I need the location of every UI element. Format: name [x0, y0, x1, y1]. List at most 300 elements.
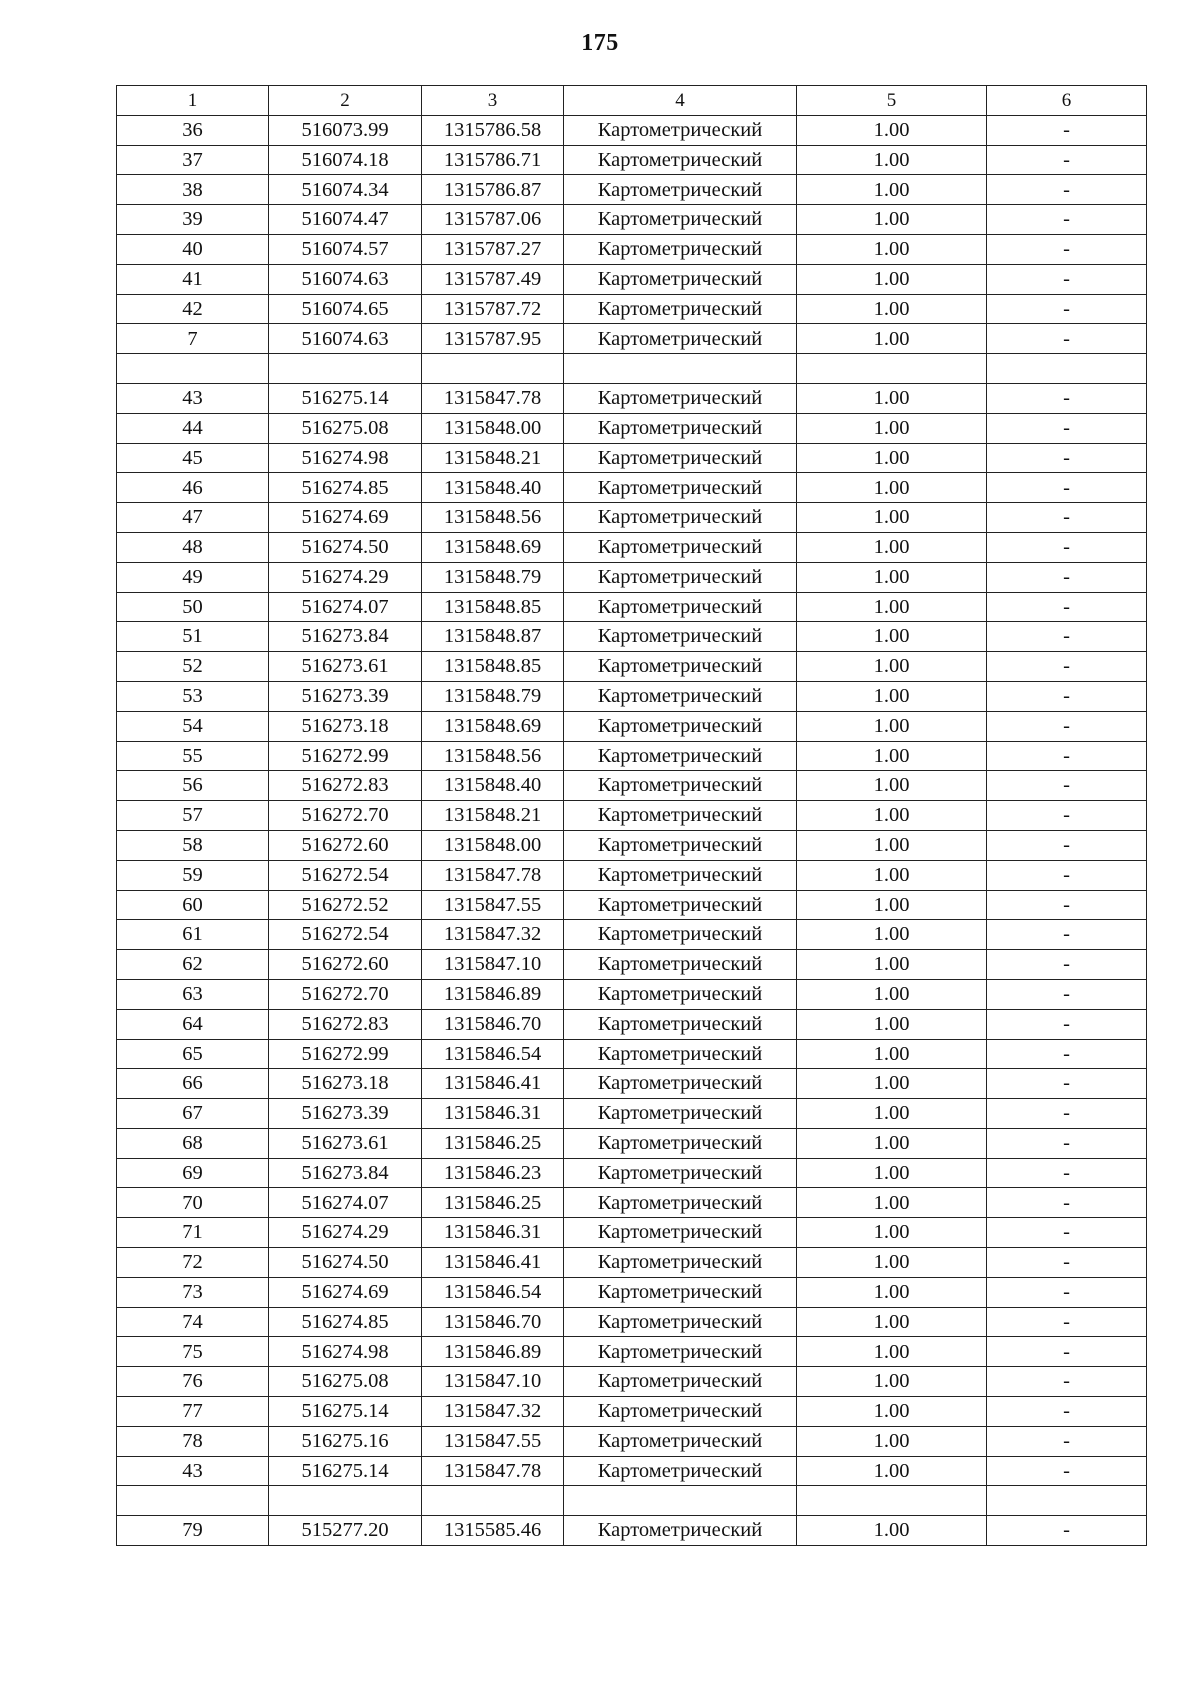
description-cell: -	[987, 711, 1147, 741]
y-coordinate-cell: 1315846.25	[422, 1128, 564, 1158]
table-row	[117, 1307, 1147, 1337]
y-coordinate-cell: 1315848.69	[422, 711, 564, 741]
y-coordinate-cell: 1315848.56	[422, 503, 564, 533]
point-number-cell: 40	[117, 234, 269, 264]
method-cell: Картометрический	[564, 622, 797, 652]
method-cell: Картометрический	[564, 1099, 797, 1129]
accuracy-cell	[797, 354, 987, 384]
description-cell: -	[987, 1158, 1147, 1188]
table-row	[117, 860, 1147, 890]
x-coordinate-cell: 516275.08	[269, 413, 422, 443]
y-coordinate-cell: 1315787.49	[422, 264, 564, 294]
y-coordinate-cell: 1315846.54	[422, 1039, 564, 1069]
x-coordinate-cell: 516273.84	[269, 622, 422, 652]
point-number-cell: 56	[117, 771, 269, 801]
method-cell: Картометрический	[564, 1277, 797, 1307]
accuracy-cell: 1.00	[797, 443, 987, 473]
accuracy-cell: 1.00	[797, 383, 987, 413]
separator-row	[117, 354, 1147, 384]
accuracy-cell: 1.00	[797, 1307, 987, 1337]
y-coordinate-cell: 1315847.55	[422, 1426, 564, 1456]
description-cell: -	[987, 652, 1147, 682]
description-cell: -	[987, 622, 1147, 652]
method-cell: Картометрический	[564, 1009, 797, 1039]
y-coordinate-cell: 1315848.69	[422, 532, 564, 562]
table-row	[117, 1367, 1147, 1397]
y-coordinate-cell: 1315848.40	[422, 473, 564, 503]
y-coordinate-cell: 1315846.25	[422, 1188, 564, 1218]
x-coordinate-cell: 516275.08	[269, 1367, 422, 1397]
header-cell-4: 4	[564, 86, 797, 116]
accuracy-cell: 1.00	[797, 1277, 987, 1307]
accuracy-cell: 1.00	[797, 771, 987, 801]
accuracy-cell: 1.00	[797, 830, 987, 860]
accuracy-cell: 1.00	[797, 1367, 987, 1397]
description-cell: -	[987, 234, 1147, 264]
accuracy-cell: 1.00	[797, 503, 987, 533]
table-row	[117, 1426, 1147, 1456]
accuracy-cell: 1.00	[797, 622, 987, 652]
y-coordinate-cell: 1315848.87	[422, 622, 564, 652]
x-coordinate-cell: 516272.54	[269, 920, 422, 950]
description-cell: -	[987, 175, 1147, 205]
method-cell: Картометрический	[564, 1039, 797, 1069]
x-coordinate-cell: 516273.39	[269, 681, 422, 711]
method-cell: Картометрический	[564, 562, 797, 592]
point-number-cell: 55	[117, 741, 269, 771]
point-number-cell: 48	[117, 532, 269, 562]
table-row	[117, 1456, 1147, 1486]
y-coordinate-cell: 1315846.89	[422, 1337, 564, 1367]
accuracy-cell: 1.00	[797, 1039, 987, 1069]
description-cell: -	[987, 532, 1147, 562]
description-cell: -	[987, 115, 1147, 145]
description-cell: -	[987, 324, 1147, 354]
description-cell: -	[987, 1128, 1147, 1158]
method-cell: Картометрический	[564, 1128, 797, 1158]
accuracy-cell: 1.00	[797, 801, 987, 831]
table-row	[117, 622, 1147, 652]
point-number-cell: 39	[117, 205, 269, 235]
x-coordinate-cell: 516275.14	[269, 383, 422, 413]
method-cell: Картометрический	[564, 890, 797, 920]
method-cell: Картометрический	[564, 681, 797, 711]
description-cell: -	[987, 1009, 1147, 1039]
y-coordinate-cell: 1315848.21	[422, 801, 564, 831]
accuracy-cell: 1.00	[797, 562, 987, 592]
method-cell: Картометрический	[564, 1069, 797, 1099]
point-number-cell: 77	[117, 1397, 269, 1427]
table-row	[117, 443, 1147, 473]
method-cell: Картометрический	[564, 1456, 797, 1486]
table-body	[117, 115, 1147, 1545]
x-coordinate-cell: 516274.98	[269, 1337, 422, 1367]
header-cell-1: 1	[117, 86, 269, 116]
method-cell: Картометрический	[564, 324, 797, 354]
x-coordinate-cell: 516272.54	[269, 860, 422, 890]
table-row	[117, 771, 1147, 801]
accuracy-cell: 1.00	[797, 950, 987, 980]
accuracy-cell: 1.00	[797, 920, 987, 950]
point-number-cell: 76	[117, 1367, 269, 1397]
method-cell: Картометрический	[564, 830, 797, 860]
table-row	[117, 473, 1147, 503]
method-cell: Картометрический	[564, 741, 797, 771]
x-coordinate-cell: 516274.85	[269, 473, 422, 503]
accuracy-cell: 1.00	[797, 1248, 987, 1278]
accuracy-cell: 1.00	[797, 324, 987, 354]
description-cell: -	[987, 264, 1147, 294]
accuracy-cell: 1.00	[797, 175, 987, 205]
description-cell: -	[987, 1516, 1147, 1546]
x-coordinate-cell: 516074.18	[269, 145, 422, 175]
y-coordinate-cell: 1315846.41	[422, 1248, 564, 1278]
table-row	[117, 950, 1147, 980]
method-cell: Картометрический	[564, 205, 797, 235]
point-number-cell: 47	[117, 503, 269, 533]
point-number-cell	[117, 354, 269, 384]
x-coordinate-cell: 516272.52	[269, 890, 422, 920]
accuracy-cell: 1.00	[797, 1516, 987, 1546]
table-row	[117, 1158, 1147, 1188]
y-coordinate-cell: 1315787.95	[422, 324, 564, 354]
y-coordinate-cell: 1315787.06	[422, 205, 564, 235]
x-coordinate-cell: 516074.63	[269, 264, 422, 294]
y-coordinate-cell: 1315585.46	[422, 1516, 564, 1546]
header-cell-6: 6	[987, 86, 1147, 116]
x-coordinate-cell: 516273.39	[269, 1099, 422, 1129]
method-cell: Картометрический	[564, 264, 797, 294]
description-cell: -	[987, 1426, 1147, 1456]
accuracy-cell: 1.00	[797, 145, 987, 175]
point-number-cell: 46	[117, 473, 269, 503]
description-cell: -	[987, 443, 1147, 473]
x-coordinate-cell: 516273.61	[269, 652, 422, 682]
point-number-cell: 43	[117, 383, 269, 413]
table-row	[117, 1128, 1147, 1158]
description-cell: -	[987, 860, 1147, 890]
table-row	[117, 145, 1147, 175]
table-row	[117, 1009, 1147, 1039]
table-row	[117, 1397, 1147, 1427]
point-number-cell: 62	[117, 950, 269, 980]
table-row	[117, 1218, 1147, 1248]
point-number-cell: 58	[117, 830, 269, 860]
y-coordinate-cell: 1315786.58	[422, 115, 564, 145]
point-number-cell: 37	[117, 145, 269, 175]
point-number-cell: 68	[117, 1128, 269, 1158]
accuracy-cell: 1.00	[797, 1337, 987, 1367]
x-coordinate-cell: 516272.60	[269, 950, 422, 980]
accuracy-cell: 1.00	[797, 741, 987, 771]
description-cell: -	[987, 950, 1147, 980]
x-coordinate-cell: 516273.84	[269, 1158, 422, 1188]
method-cell: Картометрический	[564, 294, 797, 324]
description-cell: -	[987, 1069, 1147, 1099]
point-number-cell: 52	[117, 652, 269, 682]
point-number-cell: 57	[117, 801, 269, 831]
x-coordinate-cell: 516074.65	[269, 294, 422, 324]
accuracy-cell	[797, 1486, 987, 1516]
description-cell	[987, 354, 1147, 384]
accuracy-cell: 1.00	[797, 1188, 987, 1218]
method-cell: Картометрический	[564, 1218, 797, 1248]
accuracy-cell: 1.00	[797, 234, 987, 264]
accuracy-cell: 1.00	[797, 1128, 987, 1158]
method-cell: Картометрический	[564, 234, 797, 264]
table-row	[117, 503, 1147, 533]
x-coordinate-cell: 516074.63	[269, 324, 422, 354]
point-number-cell: 64	[117, 1009, 269, 1039]
method-cell: Картометрический	[564, 771, 797, 801]
point-number-cell: 70	[117, 1188, 269, 1218]
description-cell: -	[987, 920, 1147, 950]
table-row	[117, 1099, 1147, 1129]
table-row	[117, 1069, 1147, 1099]
y-coordinate-cell: 1315848.21	[422, 443, 564, 473]
y-coordinate-cell: 1315786.87	[422, 175, 564, 205]
y-coordinate-cell: 1315848.40	[422, 771, 564, 801]
description-cell: -	[987, 503, 1147, 533]
accuracy-cell: 1.00	[797, 652, 987, 682]
method-cell: Картометрический	[564, 950, 797, 980]
y-coordinate-cell: 1315846.70	[422, 1009, 564, 1039]
method-cell: Картометрический	[564, 503, 797, 533]
description-cell: -	[987, 562, 1147, 592]
y-coordinate-cell: 1315847.78	[422, 383, 564, 413]
method-cell: Картометрический	[564, 1516, 797, 1546]
point-number-cell: 42	[117, 294, 269, 324]
table-row	[117, 205, 1147, 235]
table-header	[117, 86, 1147, 116]
method-cell: Картометрический	[564, 115, 797, 145]
page-number: 175	[581, 30, 619, 56]
accuracy-cell: 1.00	[797, 1099, 987, 1129]
accuracy-cell: 1.00	[797, 115, 987, 145]
description-cell: -	[987, 830, 1147, 860]
table-row	[117, 175, 1147, 205]
method-cell: Картометрический	[564, 1367, 797, 1397]
x-coordinate-cell: 516273.18	[269, 1069, 422, 1099]
point-number-cell: 59	[117, 860, 269, 890]
table-row	[117, 711, 1147, 741]
accuracy-cell: 1.00	[797, 205, 987, 235]
description-cell: -	[987, 1248, 1147, 1278]
accuracy-cell: 1.00	[797, 532, 987, 562]
table-row	[117, 234, 1147, 264]
method-cell: Картометрический	[564, 979, 797, 1009]
point-number-cell: 71	[117, 1218, 269, 1248]
table-row	[117, 383, 1147, 413]
method-cell: Картометрический	[564, 383, 797, 413]
point-number-cell: 66	[117, 1069, 269, 1099]
x-coordinate-cell: 516073.99	[269, 115, 422, 145]
method-cell: Картометрический	[564, 860, 797, 890]
table-row	[117, 1337, 1147, 1367]
x-coordinate-cell: 516273.18	[269, 711, 422, 741]
x-coordinate-cell: 516272.70	[269, 801, 422, 831]
point-number-cell: 61	[117, 920, 269, 950]
description-cell: -	[987, 1039, 1147, 1069]
method-cell: Картометрический	[564, 175, 797, 205]
table-row	[117, 1248, 1147, 1278]
point-number-cell: 73	[117, 1277, 269, 1307]
point-number-cell: 72	[117, 1248, 269, 1278]
accuracy-cell: 1.00	[797, 1218, 987, 1248]
point-number-cell: 44	[117, 413, 269, 443]
point-number-cell: 7	[117, 324, 269, 354]
y-coordinate-cell: 1315846.23	[422, 1158, 564, 1188]
x-coordinate-cell: 516272.83	[269, 771, 422, 801]
accuracy-cell: 1.00	[797, 681, 987, 711]
description-cell: -	[987, 1397, 1147, 1427]
y-coordinate-cell: 1315847.32	[422, 920, 564, 950]
method-cell: Картометрический	[564, 1397, 797, 1427]
coordinates-table	[116, 85, 1147, 1546]
method-cell: Картометрический	[564, 1337, 797, 1367]
table-row	[117, 324, 1147, 354]
y-coordinate-cell: 1315848.79	[422, 681, 564, 711]
x-coordinate-cell: 516272.60	[269, 830, 422, 860]
y-coordinate-cell: 1315787.72	[422, 294, 564, 324]
method-cell	[564, 1486, 797, 1516]
header-cell-2: 2	[269, 86, 422, 116]
accuracy-cell: 1.00	[797, 1158, 987, 1188]
point-number-cell: 65	[117, 1039, 269, 1069]
method-cell: Картометрический	[564, 532, 797, 562]
y-coordinate-cell	[422, 1486, 564, 1516]
point-number-cell: 54	[117, 711, 269, 741]
table-row	[117, 115, 1147, 145]
x-coordinate-cell: 516274.29	[269, 562, 422, 592]
table-row	[117, 1516, 1147, 1546]
description-cell: -	[987, 1307, 1147, 1337]
x-coordinate-cell	[269, 354, 422, 384]
x-coordinate-cell: 516272.70	[269, 979, 422, 1009]
description-cell: -	[987, 1099, 1147, 1129]
description-cell: -	[987, 801, 1147, 831]
y-coordinate-cell: 1315846.54	[422, 1277, 564, 1307]
method-cell: Картометрический	[564, 1426, 797, 1456]
y-coordinate-cell: 1315846.31	[422, 1099, 564, 1129]
point-number-cell: 51	[117, 622, 269, 652]
method-cell	[564, 354, 797, 384]
method-cell: Картометрический	[564, 413, 797, 443]
table-row	[117, 830, 1147, 860]
table-row	[117, 979, 1147, 1009]
x-coordinate-cell: 516274.98	[269, 443, 422, 473]
method-cell: Картометрический	[564, 443, 797, 473]
point-number-cell: 63	[117, 979, 269, 1009]
description-cell: -	[987, 1277, 1147, 1307]
description-cell: -	[987, 145, 1147, 175]
table-row	[117, 890, 1147, 920]
y-coordinate-cell: 1315846.31	[422, 1218, 564, 1248]
table-row	[117, 413, 1147, 443]
accuracy-cell: 1.00	[797, 1009, 987, 1039]
y-coordinate-cell: 1315847.32	[422, 1397, 564, 1427]
x-coordinate-cell: 516274.50	[269, 1248, 422, 1278]
method-cell: Картометрический	[564, 1307, 797, 1337]
table-row	[117, 652, 1147, 682]
table-row	[117, 532, 1147, 562]
x-coordinate-cell: 516074.47	[269, 205, 422, 235]
x-coordinate-cell: 516274.29	[269, 1218, 422, 1248]
description-cell: -	[987, 741, 1147, 771]
point-number-cell: 50	[117, 592, 269, 622]
point-number-cell: 74	[117, 1307, 269, 1337]
y-coordinate-cell: 1315787.27	[422, 234, 564, 264]
table-row	[117, 801, 1147, 831]
x-coordinate-cell: 516275.16	[269, 1426, 422, 1456]
method-cell: Картометрический	[564, 711, 797, 741]
y-coordinate-cell	[422, 354, 564, 384]
point-number-cell	[117, 1486, 269, 1516]
accuracy-cell: 1.00	[797, 264, 987, 294]
table-row	[117, 592, 1147, 622]
point-number-cell: 38	[117, 175, 269, 205]
description-cell: -	[987, 294, 1147, 324]
table-row	[117, 741, 1147, 771]
table-row	[117, 1039, 1147, 1069]
table-row	[117, 920, 1147, 950]
table-row	[117, 562, 1147, 592]
point-number-cell: 69	[117, 1158, 269, 1188]
y-coordinate-cell: 1315848.85	[422, 592, 564, 622]
header-cell-5: 5	[797, 86, 987, 116]
x-coordinate-cell: 516272.99	[269, 741, 422, 771]
point-number-cell: 60	[117, 890, 269, 920]
header-cell-3: 3	[422, 86, 564, 116]
description-cell: -	[987, 1188, 1147, 1218]
description-cell: -	[987, 890, 1147, 920]
description-cell: -	[987, 413, 1147, 443]
table-row	[117, 681, 1147, 711]
x-coordinate-cell: 515277.20	[269, 1516, 422, 1546]
x-coordinate-cell: 516274.85	[269, 1307, 422, 1337]
x-coordinate-cell: 516074.57	[269, 234, 422, 264]
y-coordinate-cell: 1315848.79	[422, 562, 564, 592]
accuracy-cell: 1.00	[797, 711, 987, 741]
header-row	[117, 86, 1147, 116]
y-coordinate-cell: 1315786.71	[422, 145, 564, 175]
description-cell: -	[987, 771, 1147, 801]
table-row	[117, 1188, 1147, 1218]
accuracy-cell: 1.00	[797, 1426, 987, 1456]
y-coordinate-cell: 1315848.56	[422, 741, 564, 771]
description-cell: -	[987, 592, 1147, 622]
description-cell: -	[987, 1367, 1147, 1397]
point-number-cell: 36	[117, 115, 269, 145]
y-coordinate-cell: 1315846.89	[422, 979, 564, 1009]
point-number-cell: 79	[117, 1516, 269, 1546]
y-coordinate-cell: 1315848.00	[422, 830, 564, 860]
table-row	[117, 1277, 1147, 1307]
method-cell: Картометрический	[564, 1158, 797, 1188]
x-coordinate-cell: 516274.50	[269, 532, 422, 562]
y-coordinate-cell: 1315847.78	[422, 1456, 564, 1486]
description-cell: -	[987, 473, 1147, 503]
description-cell: -	[987, 681, 1147, 711]
method-cell: Картометрический	[564, 652, 797, 682]
accuracy-cell: 1.00	[797, 473, 987, 503]
y-coordinate-cell: 1315846.41	[422, 1069, 564, 1099]
method-cell: Картометрический	[564, 473, 797, 503]
x-coordinate-cell: 516274.69	[269, 503, 422, 533]
accuracy-cell: 1.00	[797, 1069, 987, 1099]
description-cell: -	[987, 1456, 1147, 1486]
point-number-cell: 67	[117, 1099, 269, 1129]
